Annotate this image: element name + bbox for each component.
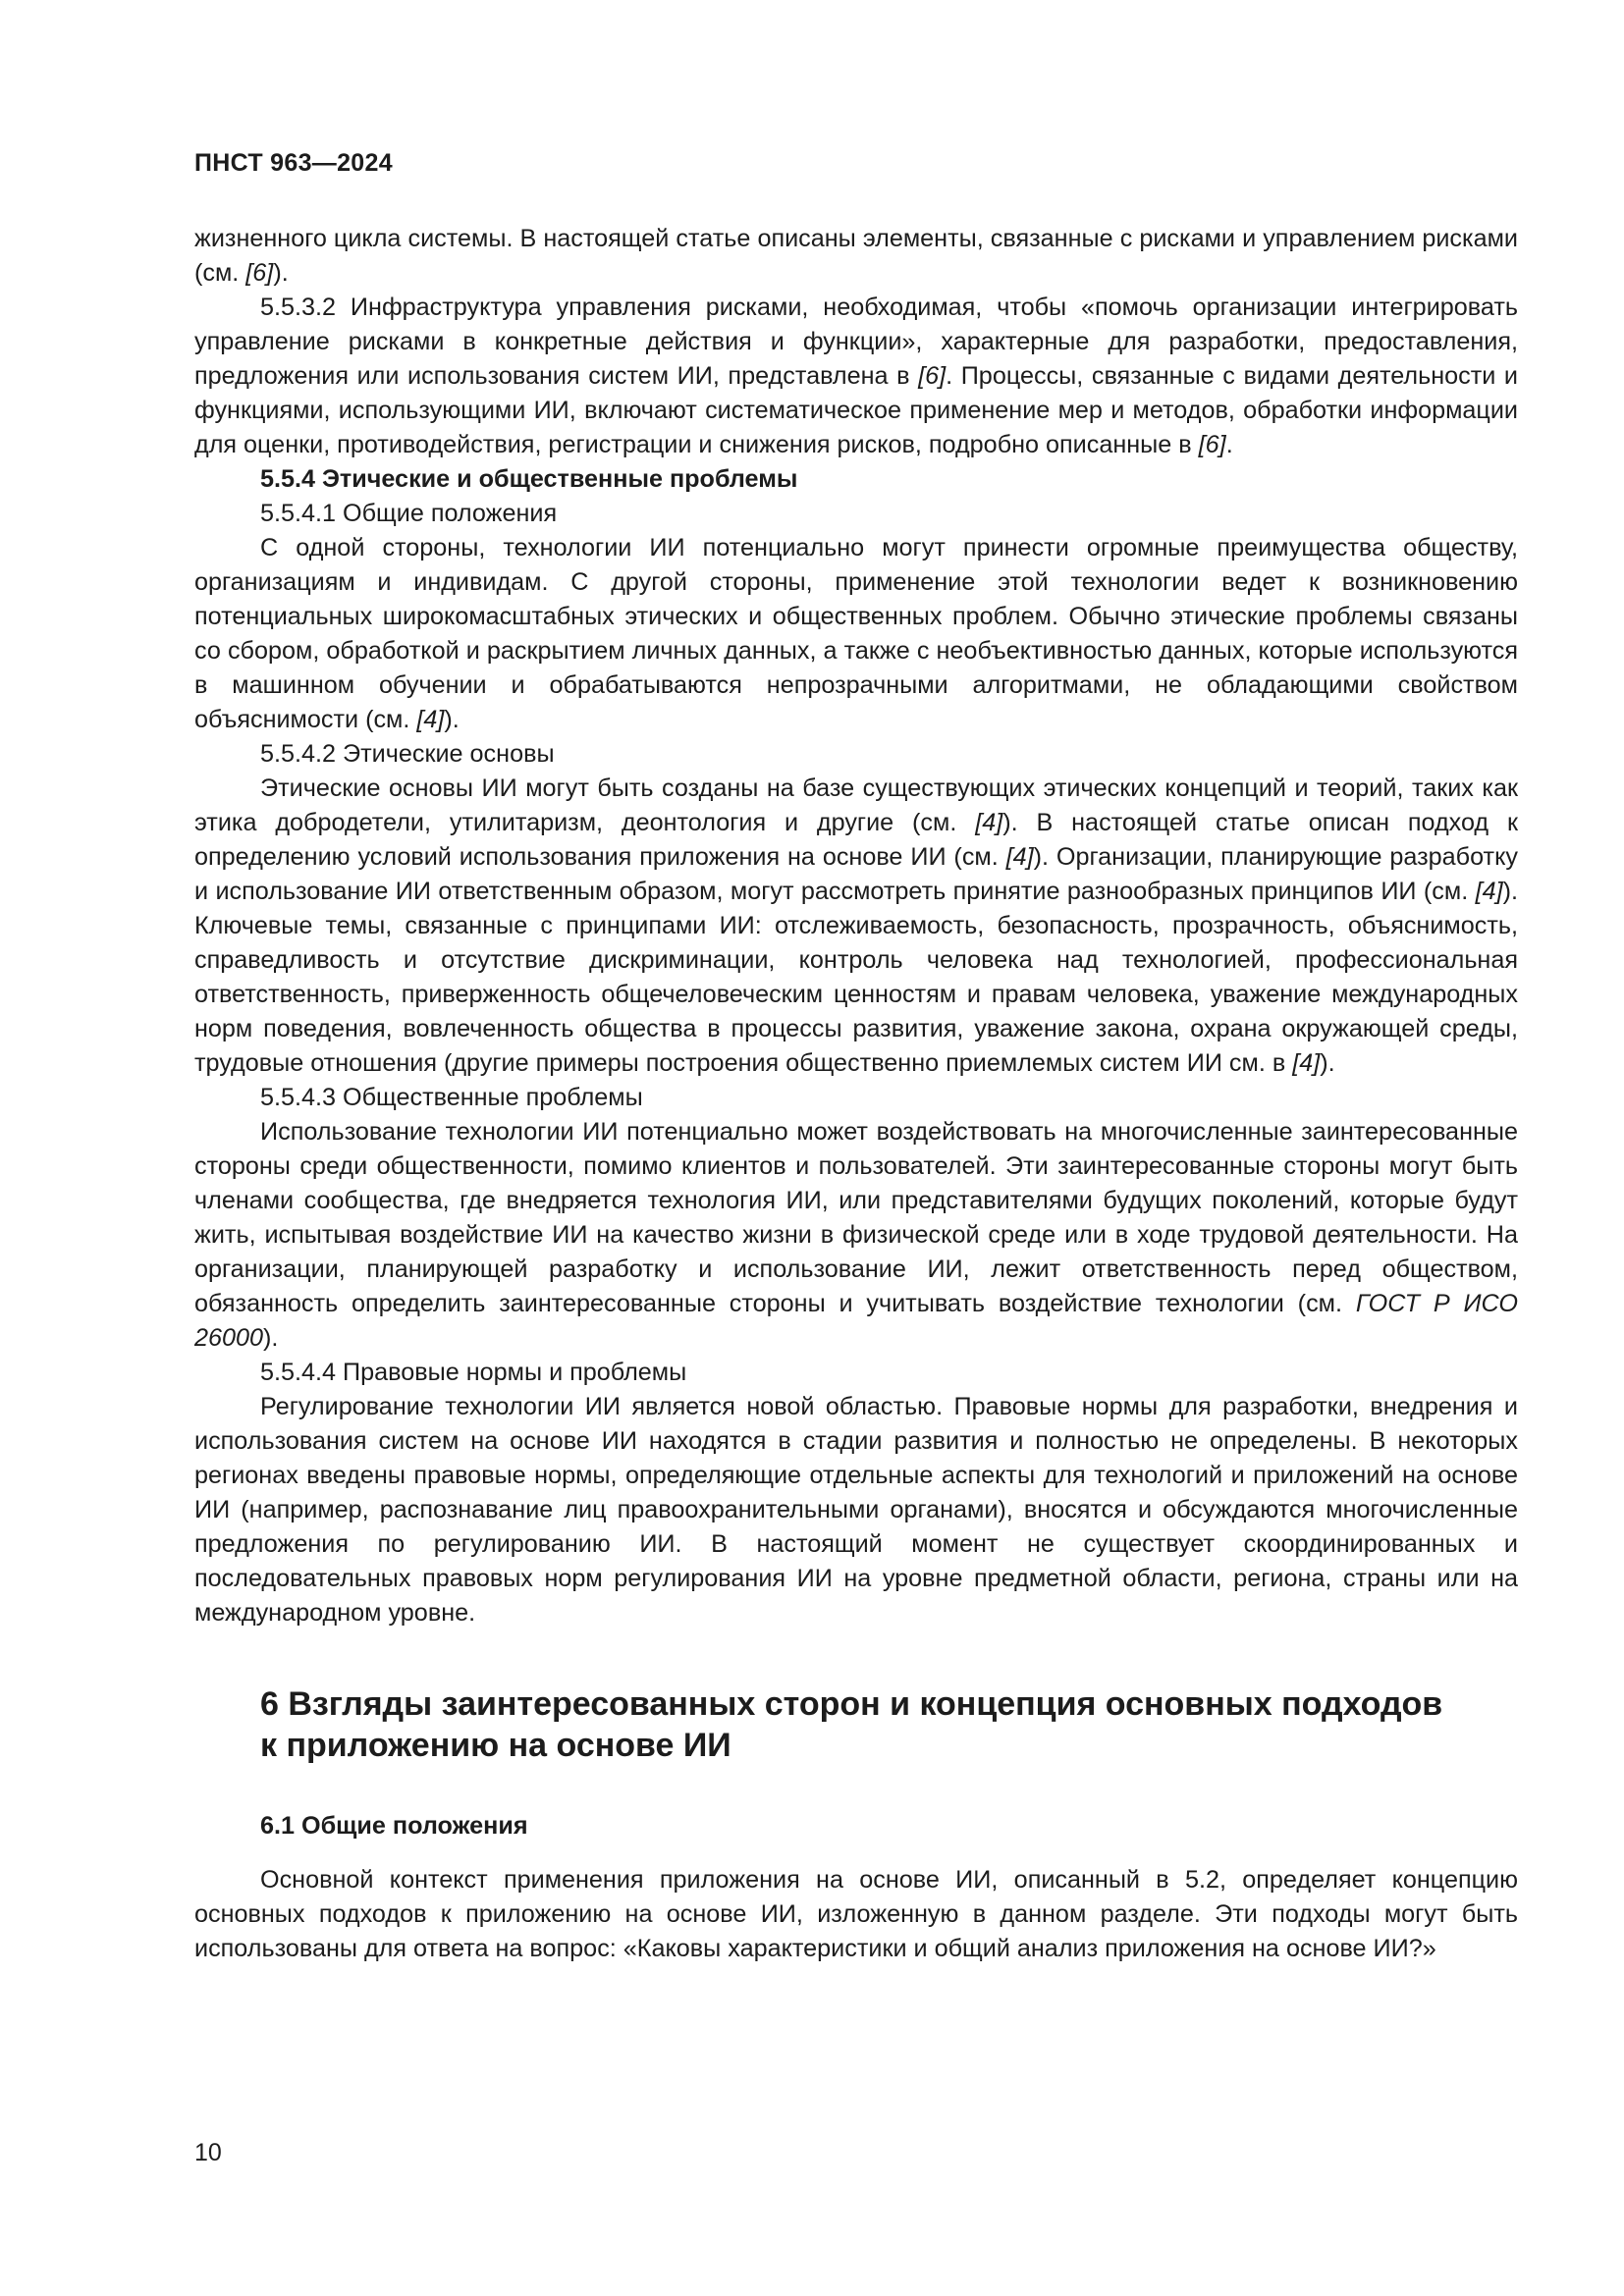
reference-link[interactable]: [4] [975, 809, 1003, 836]
reference-link[interactable]: [4] [1475, 878, 1503, 905]
section-6-title-line-1: 6 Взгляды заинтересованных сторон и концепция основных подходов [260, 1685, 1443, 1723]
page-content [194, 222, 1518, 1966]
heading-5-5-4-4: 5.5.4.4 Правовые нормы и проблемы [260, 1359, 687, 1386]
section-6-title-line-2: к приложению на основе ИИ [260, 1727, 731, 1764]
text-run: ). [1320, 1049, 1335, 1077]
heading-5-5-4: 5.5.4 Этические и общественные проблемы [260, 465, 798, 493]
paragraph-legal-norms: Регулирование технологии ИИ является новой областью. Правовые нормы для разработки, внедрения и использования систем на основе ИИ находятся в стадии развития и полностью не определены. В некоторых регионах введены правовые нормы, определяющие отдельные аспекты для технологий и приложений на основе ИИ (например, распознавание лиц правоохранительными органами), вносятся и обсуждаются многочисленные предложения по регулированию ИИ. В настоящий момент не существует скоординированных и последовательных правовых норм регулирования ИИ на уровне предметной области, региона, страны или на международном уровне. [194, 1393, 1518, 1627]
text-run: ). В настоящей статье описан подход к определению условий использования приложения на основе ИИ (см. [194, 809, 1518, 871]
text-run: . [1225, 431, 1233, 458]
paragraph-general-provisions [194, 531, 1518, 737]
reference-link[interactable]: [4] [1005, 843, 1034, 871]
text-run: ). [444, 706, 460, 733]
text-run: жизненного цикла системы. В настоящей статье описаны элементы, связанные с рисками и управлением рисками (см. [194, 225, 1518, 287]
text-run: С одной стороны, технологии ИИ потенциально могут принести огромные преимущества обществу, организациям и индивидам. С другой стороны, применение этой технологии ведет к возникновению потенциальных широкомасштабных этических и общественных проблем. Обычно этические проблемы связаны со сбором, обработкой и раскрытием личных данных, а также с необъективностью данных, которые используются в машинном обучении и обрабатываются непрозрачными алгоритмами, не обладающими свойством объяснимости (см. [194, 534, 1518, 733]
paragraph-ethical-foundations [194, 772, 1518, 1081]
page-number: 10 [194, 2139, 222, 2166]
heading-5-5-4-1: 5.5.4.1 Общие положения [260, 500, 558, 527]
paragraph-6-1: Основной контекст применения приложения на основе ИИ, описанный в 5.2, определяет концепцию основных подходов к приложению на основе ИИ, изложенную в данном разделе. Эти подходы могут быть использованы для ответа на вопрос: «Каковы характеристики и общий анализ приложения на основе ИИ?» [194, 1866, 1518, 1962]
text-run: ). Организации, планирующие разработку и использование ИИ ответственным образом, могут рассмотреть принятие разнообразных принципов ИИ (см. [194, 843, 1518, 905]
text-run: ). [263, 1324, 279, 1352]
text-run: Этические основы ИИ могут быть созданы на базе существующих этических концепций и теорий, таких как этика добродетели, утилитаризм, деонтология и другие (см. [194, 774, 1518, 836]
reference-link[interactable]: [4] [416, 706, 445, 733]
heading-5-5-4-2: 5.5.4.2 Этические основы [260, 740, 555, 768]
heading-6-1: 6.1 Общие положения [260, 1812, 528, 1840]
reference-link[interactable]: [6] [1198, 431, 1226, 458]
paragraph-5-5-3-2 [194, 291, 1518, 462]
text-run: 5.5.3.2 Инфраструктура управления рисками, необходимая, чтобы «помочь организации интегрировать управление рисками в конкретные действия и функции», характерные для разработки, предоставления, предложения или использования систем ИИ, представлена в [194, 294, 1518, 390]
text-run: Использование технологии ИИ потенциально может воздействовать на многочисленные заинтересованные стороны среди общественности, помимо клиентов и пользователей. Эти заинтересованные стороны могут быть членами сообщества, где внедряется технология ИИ, или представителями будущих поколений, которые будут жить, испытывая воздействие ИИ на качество жизни в физической среде или в ходе трудовой деятельности. На организации, планирующей разработку и использование ИИ, лежит ответственность перед обществом, обязанность определить заинтересованные стороны и учитывать воздействие технологии (см. [194, 1118, 1518, 1317]
paragraph-continuation [194, 222, 1518, 291]
text-run: ). Ключевые темы, связанные с принципами ИИ: отслеживаемость, безопасность, прозрачность, объяснимость, справедливость и отсутствие дискриминации, контроль человека над технологией, профессиональная ответственность, приверженность общечеловеческим ценностям и правам человека, уважение международных норм поведения, вовлеченность общества в процессы развития, уважение закона, охрана окружающей среды, трудовые отношения (другие примеры построения общественно приемлемых систем ИИ см. в [194, 878, 1518, 1077]
reference-link[interactable]: [6] [245, 259, 274, 287]
reference-link[interactable]: [6] [918, 362, 947, 390]
reference-link[interactable]: [4] [1292, 1049, 1321, 1077]
section-6-title [194, 1683, 1478, 1766]
standard-reference-link[interactable]: ГОСТ Р ИСО 26000 [194, 1290, 1518, 1352]
text-run: . Процессы, связанные с видами деятельности и функциями, использующими ИИ, включают систематическое применение мер и методов, обработки информации для оценки, противодействия, регистрации и снижения рисков, подробно описанные в [194, 362, 1518, 458]
document-id-header: ПНСТ 963—2024 [194, 149, 393, 177]
text-run: ). [273, 259, 289, 287]
paragraph-social-problems [194, 1115, 1518, 1356]
heading-5-5-4-3: 5.5.4.3 Общественные проблемы [260, 1084, 643, 1111]
